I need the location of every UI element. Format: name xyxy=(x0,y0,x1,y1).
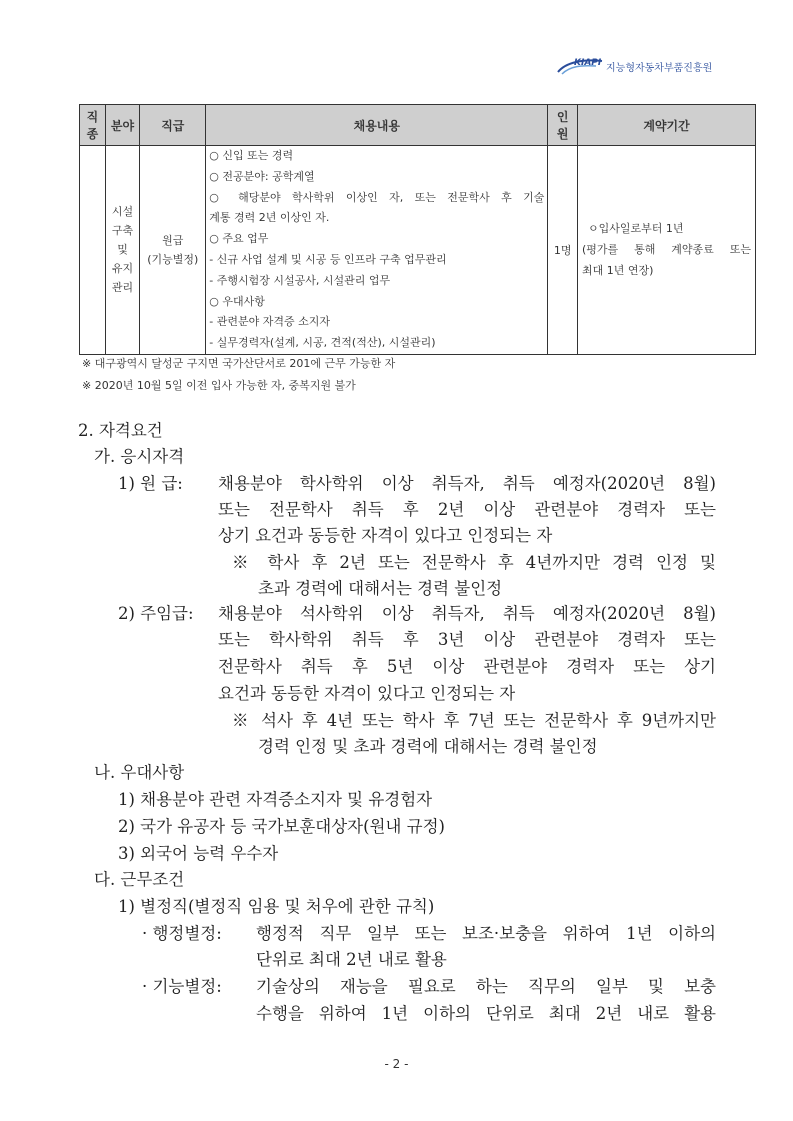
preference-item: 2) 국가 유공자 등 국가보훈대상자(원내 규정) xyxy=(118,817,445,836)
item2-line: 또는 학사학위 취득 후 3년 이상 관련분야 경력자 또는 xyxy=(218,630,716,649)
content-line: ○ 해당분야 학사학위 이상인 자, 또는 전문학사 후 기술 xyxy=(209,190,545,204)
item2-line: 요건과 동등한 자격이 있다고 인정되는 자 xyxy=(218,684,516,703)
page-number: - 2 - xyxy=(384,1057,409,1071)
admin-line: 행정적 직무 일부 또는 보조·보충을 위하여 1년 이하의 xyxy=(256,924,716,943)
tech-line: 수행을 위하여 1년 이하의 단위로 최대 2년 내로 활용 xyxy=(256,1004,716,1023)
note-start-date: ※ 2020년 10월 5일 이전 입사 가능한 자, 중복지원 불가 xyxy=(82,379,356,392)
item1-note: 초과 경력에 대해서는 경력 불인정 xyxy=(258,579,503,598)
header-content: 채용내용 xyxy=(206,105,548,146)
item2-line: 채용분야 석사학위 이상 취득자, 취득 예정자(2020년 8월) xyxy=(218,604,716,623)
item1-label: 1) 원 급: xyxy=(118,474,183,493)
subsection-c-title: 다. 근무조건 xyxy=(94,870,185,889)
item2-note: ※ 석사 후 4년 또는 학사 후 7년 또는 전문학사 후 9년까지만 xyxy=(232,711,716,730)
tech-line: 기술상의 재능을 필요로 하는 직무의 일부 및 보충 xyxy=(256,977,716,996)
note-location: ※ 대구광역시 달성군 구지면 국가산단서로 201에 근무 가능한 자 xyxy=(82,357,396,370)
content-line: ○ 신입 또는 경력 xyxy=(209,149,294,162)
content-line: ○ 우대사항 xyxy=(209,294,265,308)
item1-line: 채용분야 학사학위 이상 취득자, 취득 예정자(2020년 8월) xyxy=(218,474,716,493)
table-row xyxy=(80,146,756,355)
content-line: - 관련분야 자격증 소지자 xyxy=(209,315,331,329)
header-grade: 직급 xyxy=(140,105,206,146)
preference-item: 3) 외국어 능력 우수자 xyxy=(118,844,279,863)
content-line: - 주행시험장 시설공사, 시설관리 업무 xyxy=(209,273,391,287)
cell-field: 시설 구축 및 유지 관리 xyxy=(105,146,140,355)
section-title: 2. 자격요건 xyxy=(78,421,163,440)
cell-content xyxy=(206,146,548,355)
header-type: 직 종 xyxy=(80,105,106,146)
item1-note: ※ 학사 후 2년 또는 전문학사 후 4년까지만 경력 인정 및 xyxy=(232,553,716,572)
content-line: - 신규 사업 설계 및 시공 등 인프라 구축 업무관리 xyxy=(209,252,447,266)
logo-mark-icon xyxy=(556,56,604,76)
header-field: 분야 xyxy=(105,105,140,146)
header-period: 계약기간 xyxy=(578,105,756,146)
content-line: ○ 전공분야: 공학계열 xyxy=(209,169,315,183)
subsection-b-title: 나. 우대사항 xyxy=(94,763,185,782)
admin-line: 단위로 최대 2년 내로 활용 xyxy=(256,950,447,969)
org-name: 지능형자동차부품진흥원 xyxy=(606,62,713,74)
item2-line: 전문학사 취득 후 5년 이상 관련분야 경력자 또는 상기 xyxy=(218,657,716,676)
cell-type xyxy=(80,146,106,355)
item2-note: 경력 인정 및 초과 경력에 대해서는 경력 불인정 xyxy=(258,737,598,756)
item1-line: 또는 전문학사 취득 후 2년 이상 관련분야 경력자 또는 xyxy=(218,500,716,519)
recruitment-table xyxy=(79,104,756,355)
cell-grade: 원급 (기능별정) xyxy=(140,146,206,355)
subsection-a-title: 가. 응시자격 xyxy=(94,447,185,466)
institute-logo xyxy=(556,56,712,76)
table-header-row xyxy=(80,105,756,146)
content-line: - 실무경력자(설계, 시공, 견적(적산), 시설관리) xyxy=(209,336,436,350)
cell-period: ㅇ입사일로부터 1년 (평가를 통해 계약종료 또는 최대 1년 연장) xyxy=(578,146,756,355)
header-count: 인 원 xyxy=(548,105,578,146)
logo-text: KIAPI xyxy=(574,58,602,68)
work-condition-item: 1) 별정직(별정직 임용 및 처우에 관한 규칙) xyxy=(118,897,435,916)
admin-label: · 행정별정: xyxy=(142,924,222,943)
content-line: 계통 경력 2년 이상인 자. xyxy=(209,211,330,225)
preference-item: 1) 채용분야 관련 자격증소지자 및 유경험자 xyxy=(118,790,433,809)
content-line: ○ 주요 업무 xyxy=(209,232,269,246)
item1-line: 상기 요건과 동등한 자격이 있다고 인정되는 자 xyxy=(218,526,553,545)
tech-label: · 기능별정: xyxy=(142,977,222,996)
cell-count: 1명 xyxy=(548,146,578,355)
item2-label: 2) 주임급: xyxy=(118,604,194,623)
